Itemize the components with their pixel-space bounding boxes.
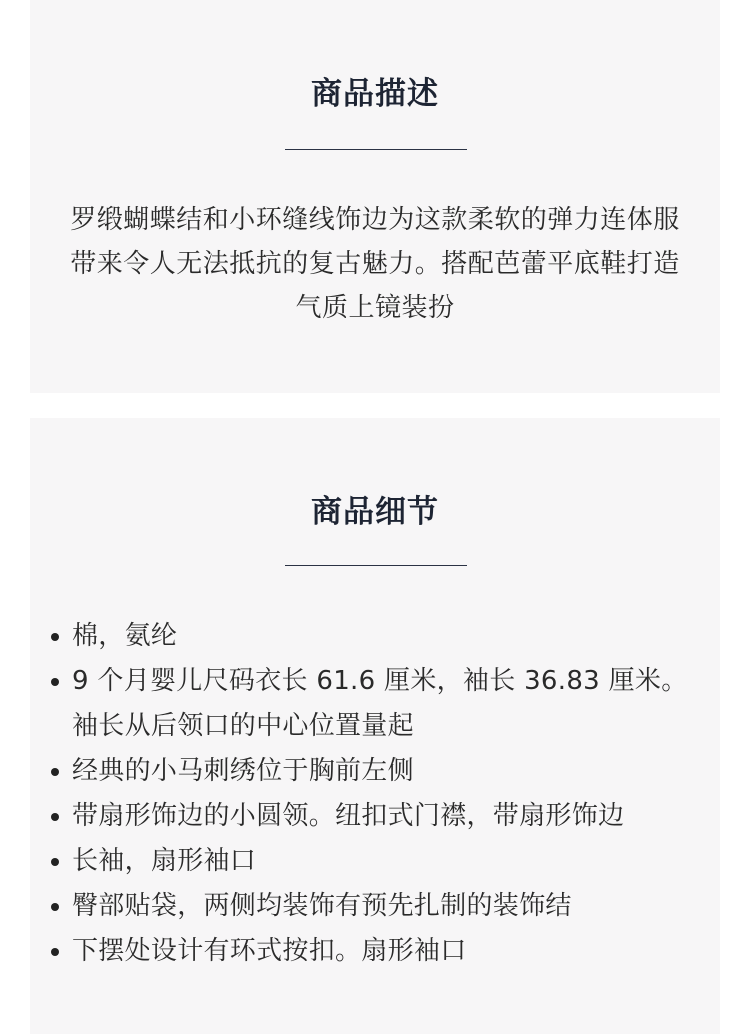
list-item-text: 长袖，扇形袖口 [72, 846, 257, 876]
list-item [72, 794, 694, 839]
list-item [72, 749, 694, 794]
details-title: 商品细节 [311, 494, 439, 530]
list-item [72, 929, 694, 974]
description-divider [285, 149, 467, 150]
product-description-card [30, 0, 720, 393]
bullet-icon [51, 678, 59, 686]
list-item-text: 9 个月婴儿尺码衣长 61.6 厘米，袖长 36.83 厘米。袖长从后领口的中心位置量起 [72, 666, 688, 741]
list-item-text: 带扇形饰边的小圆领。纽扣式门襟，带扇形饰边 [72, 801, 625, 831]
list-item-text: 下摆处设计有环式按扣。扇形袖口 [72, 936, 467, 966]
list-item-text: 臀部贴袋，两侧均装饰有预先扎制的装饰结 [72, 891, 572, 921]
bullet-icon [51, 768, 59, 776]
bullet-icon [51, 813, 59, 821]
list-item [72, 614, 694, 659]
description-title: 商品描述 [311, 76, 439, 112]
list-item [72, 659, 694, 749]
bullet-icon [51, 948, 59, 956]
details-divider [285, 565, 467, 566]
description-text: 罗缎蝴蝶结和小环缝线饰边为这款柔软的弹力连体服带来令人无法抵抗的复古魅力。搭配芭蕾平底鞋打造气质上镜装扮 [70, 205, 680, 323]
list-item-text: 棉，氨纶 [72, 621, 178, 651]
bullet-icon [51, 633, 59, 641]
list-item [72, 884, 694, 929]
details-list [72, 614, 694, 974]
list-item-text: 经典的小马刺绣位于胸前左侧 [72, 756, 414, 786]
list-item [72, 839, 694, 884]
bullet-icon [51, 858, 59, 866]
product-details-card [30, 418, 720, 1034]
bullet-icon [51, 903, 59, 911]
